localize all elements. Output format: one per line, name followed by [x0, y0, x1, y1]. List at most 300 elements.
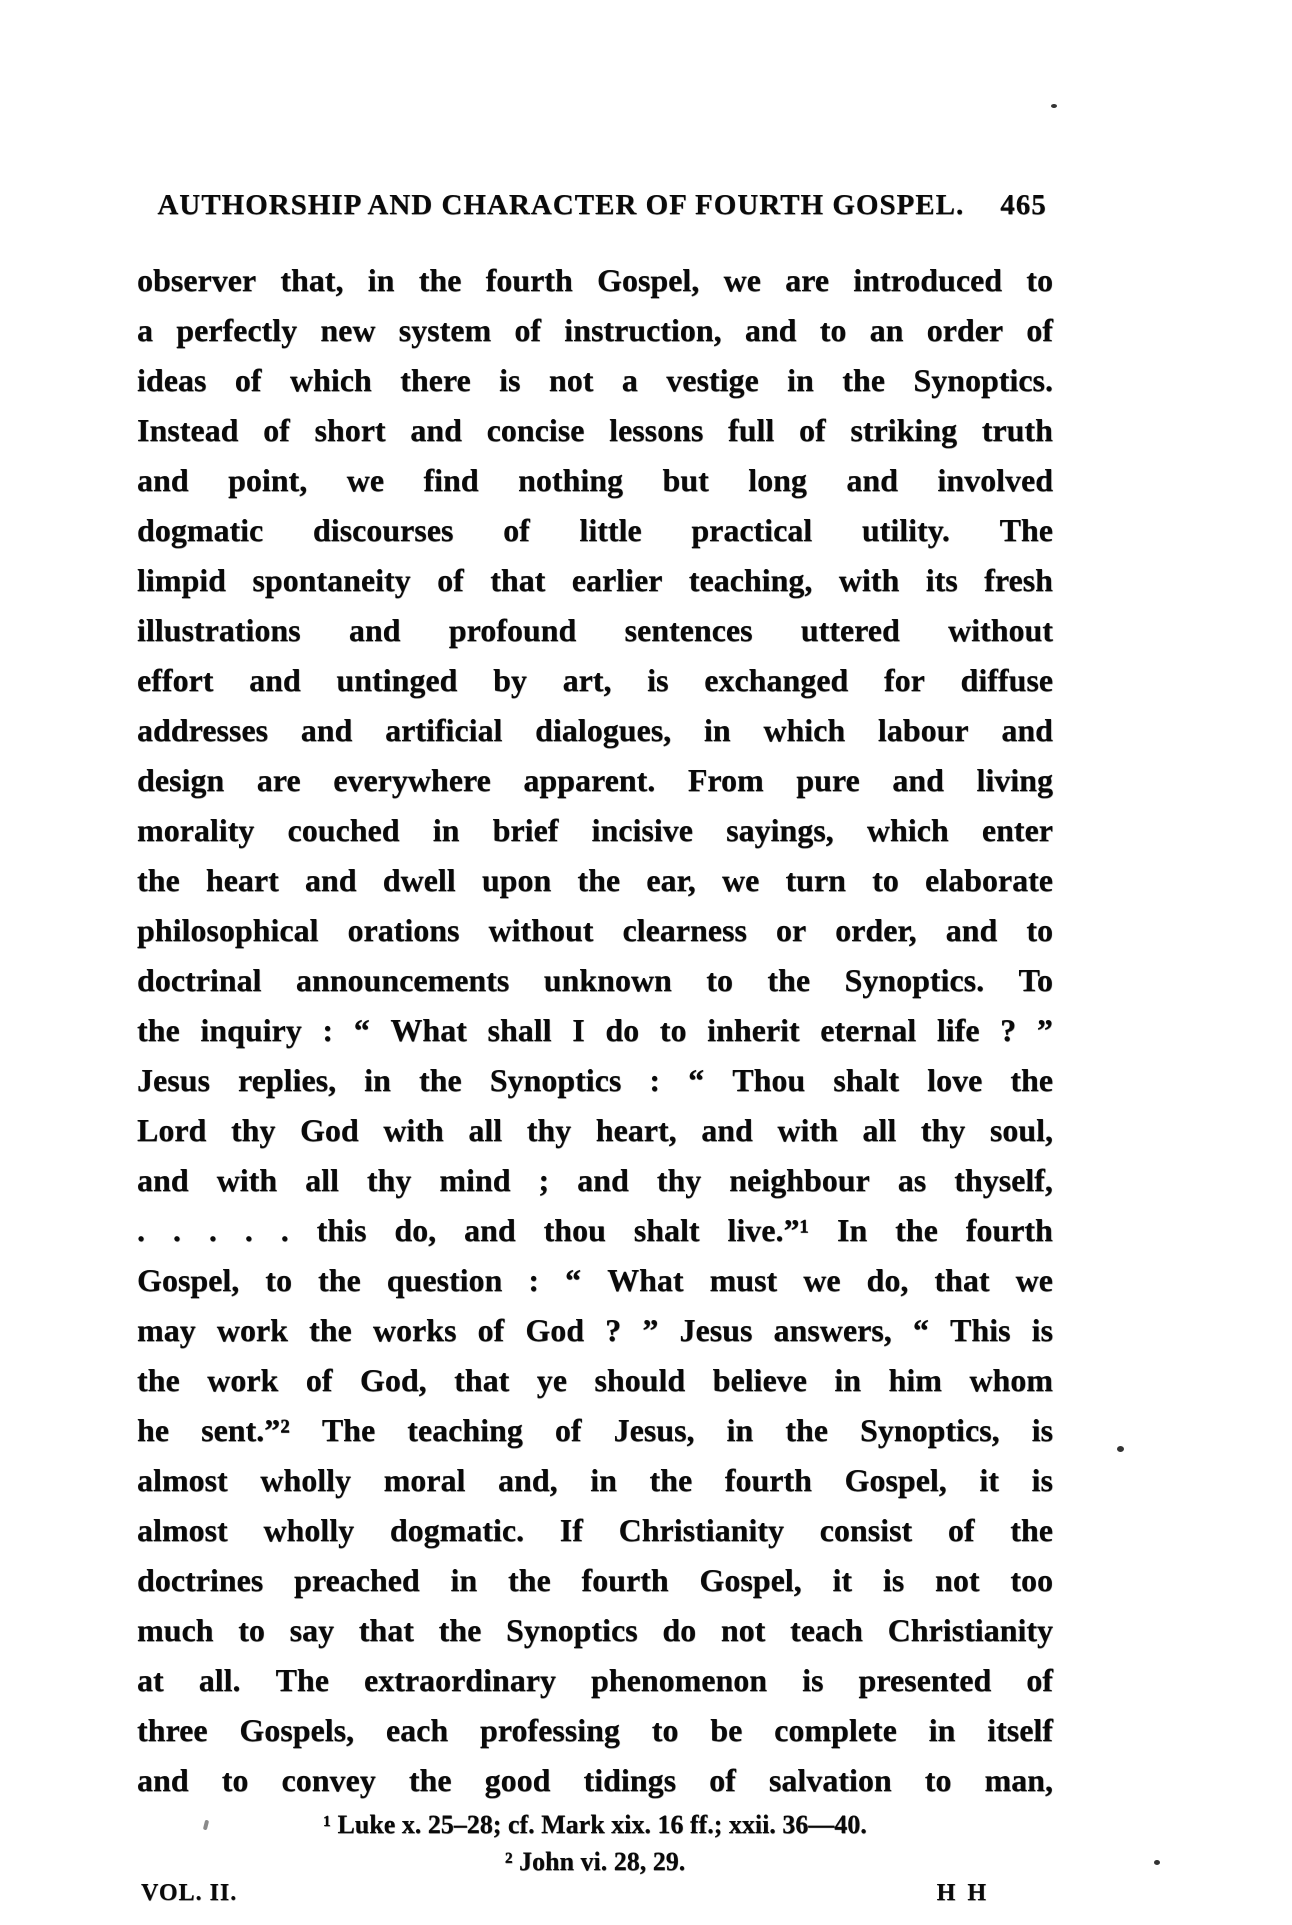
- word: that,: [280, 262, 344, 298]
- word: is: [1031, 1312, 1053, 1348]
- word: by: [493, 662, 527, 698]
- word: with: [216, 1162, 278, 1198]
- word: its: [925, 562, 958, 598]
- word: What: [607, 1262, 684, 1298]
- word: thy: [656, 1162, 702, 1198]
- word: sent.”²: [201, 1412, 290, 1448]
- word: wholly: [260, 1462, 351, 1498]
- word: ideas: [137, 362, 207, 398]
- word: Synoptics: [489, 1062, 622, 1098]
- word: and: [410, 412, 462, 448]
- word: concise: [486, 412, 585, 448]
- word: order: [926, 312, 1004, 348]
- word: we: [721, 862, 760, 898]
- word: not: [935, 1562, 980, 1598]
- word: in: [432, 812, 460, 848]
- word: thou: [543, 1212, 606, 1248]
- word: live.”¹: [727, 1212, 810, 1248]
- text-line: [137, 905, 1053, 955]
- word: dwell: [382, 862, 456, 898]
- word: perfectly: [176, 312, 298, 348]
- text-line: [137, 505, 1053, 555]
- word: replies,: [238, 1062, 337, 1098]
- word: find: [423, 462, 479, 498]
- word: God: [299, 1112, 359, 1148]
- word: that: [454, 1362, 510, 1398]
- text-line: [137, 705, 1053, 755]
- footnote-1: ¹ Luke x. 25–28; cf. Mark xix. 16 ff.; xxii. 36—40.: [323, 1810, 867, 1839]
- word: phenomenon: [590, 1662, 768, 1698]
- word: of: [554, 1412, 582, 1448]
- word: of: [305, 1362, 333, 1398]
- word: dogmatic.: [389, 1512, 525, 1548]
- word: works: [372, 1312, 457, 1348]
- word: it: [979, 1462, 999, 1498]
- word: .: [208, 1212, 217, 1248]
- word: .: [244, 1212, 253, 1248]
- word: The: [999, 512, 1053, 548]
- text-line: [137, 1655, 1053, 1705]
- word: the: [317, 1262, 361, 1298]
- word: extraordinary: [363, 1662, 556, 1698]
- word: thy: [366, 1162, 412, 1198]
- word: doctrines: [137, 1562, 264, 1598]
- word: practical: [691, 512, 813, 548]
- word: .: [172, 1212, 181, 1248]
- word: Instead: [137, 412, 239, 448]
- word: orations: [347, 912, 460, 948]
- word: profound: [448, 612, 577, 648]
- word: I: [572, 1012, 585, 1048]
- word: Christianity: [887, 1612, 1053, 1648]
- word: we: [1015, 1262, 1053, 1298]
- word: with: [383, 1112, 444, 1148]
- word: the: [137, 1012, 180, 1048]
- word: instruction,: [564, 312, 722, 348]
- word: ?: [1000, 1012, 1017, 1048]
- word: to: [221, 1762, 249, 1798]
- word: say: [289, 1612, 335, 1648]
- word: Gospel,: [844, 1462, 947, 1498]
- word: of: [503, 512, 530, 548]
- text-line: [137, 1555, 1053, 1605]
- word: almost: [137, 1462, 228, 1498]
- word: addresses: [137, 712, 268, 748]
- word: almost: [137, 1512, 228, 1548]
- word: of: [1026, 1662, 1053, 1698]
- word: three: [137, 1712, 208, 1748]
- word: fourth: [724, 1462, 812, 1498]
- word: Jesus: [137, 1062, 210, 1098]
- word: thy: [230, 1112, 276, 1148]
- word: heart: [205, 862, 279, 898]
- text-line: [137, 555, 1053, 605]
- word: ;: [538, 1162, 550, 1198]
- ink-speck: [1051, 104, 1057, 108]
- word: we: [346, 462, 384, 498]
- word: an: [869, 312, 904, 348]
- word: and: [846, 462, 898, 498]
- word: inquiry: [200, 1012, 302, 1048]
- word: in: [590, 1462, 617, 1498]
- word: in: [364, 1062, 391, 1098]
- word: in: [928, 1712, 956, 1748]
- word: thyself,: [954, 1162, 1053, 1198]
- word: of: [477, 1312, 505, 1348]
- word: ?: [605, 1312, 622, 1348]
- word: dogmatic: [137, 512, 264, 548]
- text-line: [137, 855, 1053, 905]
- word: truth: [981, 412, 1053, 448]
- word: design: [137, 762, 225, 798]
- word: in: [450, 1562, 478, 1598]
- word: which: [763, 712, 846, 748]
- word: and: [1001, 712, 1053, 748]
- word: wholly: [263, 1512, 355, 1548]
- word: heart,: [595, 1112, 677, 1148]
- word: couched: [287, 812, 400, 848]
- word: in: [834, 1362, 862, 1398]
- word: Gospel,: [699, 1562, 802, 1598]
- word: :: [322, 1012, 334, 1048]
- word: man,: [984, 1762, 1053, 1798]
- word: The: [275, 1662, 329, 1698]
- word: of: [947, 1512, 975, 1548]
- word: labour: [877, 712, 969, 748]
- word: that: [358, 1612, 414, 1648]
- word: Synoptics.: [844, 962, 985, 998]
- word: system: [398, 312, 492, 348]
- word: the: [137, 1362, 180, 1398]
- word: shalt: [633, 1212, 700, 1248]
- word: If: [559, 1512, 583, 1548]
- word: morality: [137, 812, 255, 848]
- word: of: [798, 412, 826, 448]
- text-line: [137, 755, 1053, 805]
- word: long: [748, 462, 807, 498]
- text-line: [137, 1305, 1053, 1355]
- word: “: [688, 1062, 705, 1098]
- word: In: [836, 1212, 868, 1248]
- word: full: [728, 412, 775, 448]
- word: good: [484, 1762, 551, 1798]
- text-line: [137, 1505, 1053, 1555]
- text-line: [137, 955, 1053, 1005]
- word: Christianity: [618, 1512, 784, 1548]
- word: itself: [987, 1712, 1053, 1748]
- word: and: [137, 1162, 189, 1198]
- word: teaching: [407, 1412, 523, 1448]
- word: elaborate: [924, 862, 1053, 898]
- word: :: [528, 1262, 539, 1298]
- word: the: [137, 862, 180, 898]
- text-line: [137, 1105, 1053, 1155]
- word: preached: [294, 1562, 420, 1598]
- word: and: [348, 612, 401, 648]
- text-line: [137, 1205, 1053, 1255]
- text-line: [137, 1405, 1053, 1455]
- word: is: [882, 1562, 905, 1598]
- word: love: [927, 1062, 983, 1098]
- word: Synoptics,: [860, 1412, 1000, 1448]
- word: to: [706, 962, 733, 998]
- word: work: [207, 1362, 279, 1398]
- word: presented: [858, 1662, 992, 1698]
- word: there: [400, 362, 471, 398]
- word: .: [137, 1212, 145, 1248]
- word: effort: [137, 662, 214, 698]
- word: work: [216, 1312, 288, 1348]
- word: and: [137, 1762, 189, 1798]
- word: the: [767, 962, 811, 998]
- word: with: [777, 1112, 838, 1148]
- word: brief: [492, 812, 559, 848]
- word: without: [948, 612, 1053, 648]
- word: shalt: [833, 1062, 900, 1098]
- word: do,: [866, 1262, 909, 1298]
- word: we: [803, 1262, 841, 1298]
- word: which: [866, 812, 949, 848]
- word: What: [390, 1012, 467, 1048]
- word: and: [892, 762, 944, 798]
- text-line: [137, 605, 1053, 655]
- word: convey: [281, 1762, 376, 1798]
- word: but: [662, 462, 709, 498]
- word: shall: [487, 1012, 552, 1048]
- word: eternal: [820, 1012, 917, 1048]
- text-line: [137, 1705, 1053, 1755]
- word: earlier: [571, 562, 663, 598]
- word: believe: [712, 1362, 807, 1398]
- word: complete: [774, 1712, 897, 1748]
- page-number: 465: [1000, 189, 1047, 221]
- word: to: [924, 1762, 952, 1798]
- word: Synoptics: [506, 1612, 638, 1648]
- word: in: [726, 1412, 754, 1448]
- word: may: [137, 1312, 196, 1348]
- word: in: [787, 362, 814, 398]
- word: to: [238, 1612, 265, 1648]
- word: utility.: [861, 512, 950, 548]
- text-line: [137, 1455, 1053, 1505]
- word: to: [1026, 912, 1053, 948]
- word: the: [408, 1762, 452, 1798]
- ink-speck: [1154, 1860, 1160, 1865]
- running-head: [137, 189, 1067, 222]
- word: or: [775, 912, 807, 948]
- word: all: [305, 1162, 339, 1198]
- word: thy: [526, 1112, 572, 1148]
- word: apparent.: [523, 762, 656, 798]
- word: limpid: [137, 562, 226, 598]
- word: art,: [562, 662, 612, 698]
- word: it: [832, 1562, 853, 1598]
- word: to: [1026, 262, 1053, 298]
- volume-label: VOL. II.: [141, 1880, 238, 1906]
- word: Gospel,: [597, 262, 700, 298]
- word: everywhere: [333, 762, 491, 798]
- word: of: [514, 312, 541, 348]
- word: of: [234, 362, 262, 398]
- word: vestige: [666, 362, 759, 398]
- word: little: [579, 512, 642, 548]
- word: professing: [480, 1712, 620, 1748]
- word: of: [437, 562, 464, 598]
- word: fresh: [984, 562, 1053, 598]
- word: fourth: [485, 262, 573, 298]
- word: and: [249, 662, 301, 698]
- text-line: [137, 455, 1053, 505]
- word: him: [888, 1362, 942, 1398]
- text-line: [137, 655, 1053, 705]
- word: introduced: [853, 262, 1003, 298]
- word: and: [137, 462, 189, 498]
- word: salvation: [768, 1762, 892, 1798]
- word: announcements: [295, 962, 510, 998]
- word: the: [1010, 1062, 1053, 1098]
- word: From: [687, 762, 764, 798]
- word: new: [320, 312, 376, 348]
- word: pure: [796, 762, 860, 798]
- word: This: [950, 1312, 1011, 1348]
- word: and: [744, 312, 797, 348]
- word: observer: [137, 262, 257, 298]
- word: that: [934, 1262, 990, 1298]
- word: sayings,: [726, 812, 834, 848]
- word: the: [895, 1212, 938, 1248]
- word: the: [309, 1312, 352, 1348]
- page-footer: [141, 1880, 1053, 1907]
- word: clearness: [622, 912, 747, 948]
- word: .: [280, 1212, 289, 1248]
- word: “: [912, 1312, 929, 1348]
- word: upon: [481, 862, 552, 898]
- word: spontaneity: [252, 562, 411, 598]
- word: Gospel,: [137, 1262, 240, 1298]
- signature-mark: H H: [936, 1880, 989, 1906]
- word: is: [1031, 1412, 1053, 1448]
- word: a: [621, 362, 638, 398]
- word: a: [137, 312, 153, 348]
- word: untinged: [336, 662, 458, 698]
- word: that: [490, 562, 546, 598]
- text-line: [137, 1605, 1053, 1655]
- word: exchanged: [704, 662, 849, 698]
- word: dialogues,: [535, 712, 672, 748]
- word: fourth: [581, 1562, 669, 1598]
- word: all: [862, 1112, 897, 1148]
- word: thy: [920, 1112, 966, 1148]
- word: nothing: [518, 462, 623, 498]
- word: do,: [394, 1212, 437, 1248]
- word: fourth: [965, 1212, 1053, 1248]
- word: order,: [835, 912, 917, 948]
- word: ye: [536, 1362, 567, 1398]
- word: to: [819, 312, 847, 348]
- word: sentences: [624, 612, 753, 648]
- word: and: [577, 1162, 629, 1198]
- word: Thou: [732, 1062, 806, 1098]
- footnote-2: ² John vi. 28, 29.: [504, 1847, 686, 1876]
- word: of: [709, 1762, 736, 1798]
- word: all.: [198, 1662, 241, 1698]
- word: should: [594, 1362, 686, 1398]
- text-line: [137, 1055, 1053, 1105]
- word: striking: [850, 412, 958, 448]
- word: in: [703, 712, 731, 748]
- word: is: [499, 362, 521, 398]
- word: turn: [785, 862, 846, 898]
- word: illustrations: [137, 612, 301, 648]
- word: :: [649, 1062, 661, 1098]
- word: the: [438, 1612, 482, 1648]
- word: Jesus,: [613, 1412, 695, 1448]
- word: life: [936, 1012, 980, 1048]
- word: the: [785, 1412, 828, 1448]
- text-line: [137, 305, 1053, 355]
- word: answers,: [773, 1312, 892, 1348]
- word: inherit: [707, 1012, 800, 1048]
- word: Gospels,: [239, 1712, 355, 1748]
- running-head-title: AUTHORSHIP AND CHARACTER OF FOURTH GOSPEL.: [157, 189, 965, 221]
- word: soul,: [989, 1112, 1053, 1148]
- word: in: [367, 262, 395, 298]
- text-line: [137, 405, 1053, 455]
- word: the: [1010, 1512, 1053, 1548]
- word: and: [300, 712, 353, 748]
- word: the: [577, 862, 621, 898]
- word: ”: [1036, 1012, 1053, 1048]
- word: which: [289, 362, 372, 398]
- word: philosophical: [137, 912, 319, 948]
- word: to: [872, 862, 899, 898]
- word: unknown: [543, 962, 672, 998]
- word: ear,: [646, 862, 696, 898]
- word: is: [802, 1662, 824, 1698]
- word: short: [314, 412, 386, 448]
- text-line: [137, 1355, 1053, 1405]
- word: not: [720, 1612, 766, 1648]
- text-line: [137, 1255, 1053, 1305]
- text-line: [137, 1755, 1053, 1805]
- word: we: [723, 262, 761, 298]
- word: he: [137, 1412, 169, 1448]
- ink-speck: [1117, 1446, 1124, 1452]
- word: are: [256, 762, 301, 798]
- text-line: [137, 805, 1053, 855]
- word: artificial: [385, 712, 503, 748]
- word: God,: [359, 1362, 427, 1398]
- word: too: [1010, 1562, 1053, 1598]
- word: involved: [937, 462, 1053, 498]
- word: uttered: [800, 612, 900, 648]
- word: do: [605, 1012, 640, 1048]
- word: to: [659, 1012, 687, 1048]
- word: and: [945, 912, 998, 948]
- text-line: [137, 355, 1053, 405]
- word: be: [710, 1712, 743, 1748]
- word: must: [709, 1262, 778, 1298]
- word: for: [883, 662, 925, 698]
- word: each: [385, 1712, 449, 1748]
- word: discourses: [312, 512, 454, 548]
- word: whom: [969, 1362, 1053, 1398]
- text-line: [137, 1005, 1053, 1055]
- body-text: [137, 255, 1053, 1805]
- word: without: [488, 912, 594, 948]
- word: of: [1026, 312, 1053, 348]
- word: consist: [819, 1512, 913, 1548]
